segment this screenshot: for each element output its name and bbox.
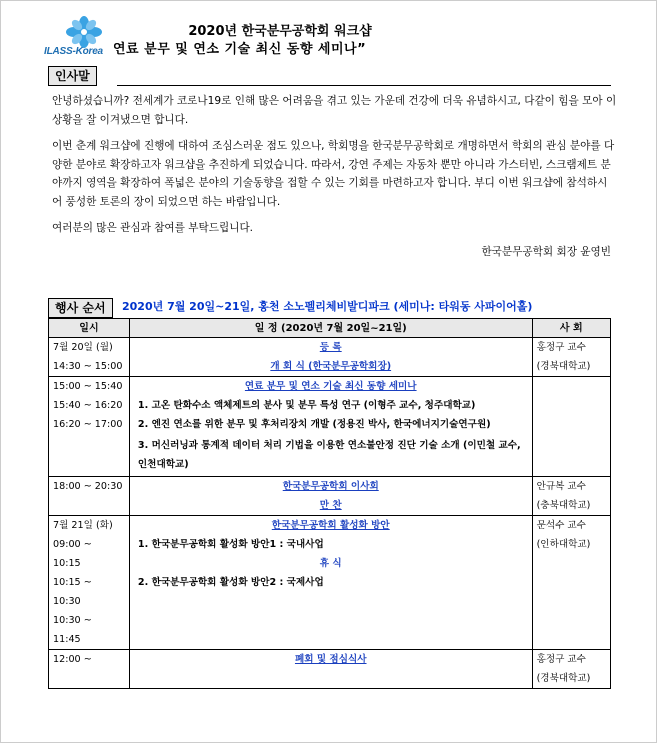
title-line-2: 연료 분무 및 연소 기술 최신 동향 세미나” xyxy=(113,42,367,57)
chair-affiliation: (경북대학교) xyxy=(536,361,591,372)
greeting-paragraph: 안녕하셨습니까? 전세계가 코로나19로 인해 많은 어려움을 겪고 있는 가운데 건강에 더욱 유념하시고, 다같이 힘을 모아 이 상황을 잘 이겨냈으면 합니다. xyxy=(52,95,617,126)
greeting-divider xyxy=(117,85,611,86)
program-cell xyxy=(129,477,532,516)
time-text: 12:00 ~ xyxy=(53,654,92,665)
logo-text: ILASS-Korea xyxy=(44,46,103,57)
chair-cell xyxy=(532,338,610,377)
time-text: 7월 21일 (화) xyxy=(53,520,113,531)
program-title: 한국분무공학회 활성화 방안 xyxy=(271,520,390,531)
time-cell xyxy=(49,516,130,650)
chair-name: 홍정구 교수 xyxy=(536,342,586,353)
time-text: 15:00 ~ 15:40 xyxy=(53,381,123,392)
time-cell xyxy=(49,338,130,377)
program-item: 3. 머신러닝과 통계적 데이터 처리 기법을 이용한 연소불안정 진단 기술 소개 (이민철 교수, 인천대학교) xyxy=(137,440,521,470)
time-cell xyxy=(49,377,130,477)
signature: 한국분무공학회 회장 윤영빈 xyxy=(481,246,611,258)
ilass-korea-logo xyxy=(44,16,114,58)
time-text: 14:30 ~ 15:00 xyxy=(53,361,123,372)
schedule-date-venue: 2020년 7월 20일~21일, 홍천 소노펠리체비발디파크 (세미나: 타워동 사파이어홀) xyxy=(122,300,533,313)
schedule-label: 행사 순서 xyxy=(48,298,113,318)
program-item: 1. 고온 탄화수소 액체제트의 분사 및 분무 특성 연구 (이형주 교수, 청주대학교) xyxy=(137,400,476,411)
table-row xyxy=(49,477,611,516)
chair-cell xyxy=(532,377,610,477)
greeting-body xyxy=(52,92,617,246)
flower-icon xyxy=(64,16,104,48)
time-text: 15:40 ~ 16:20 xyxy=(53,400,123,411)
time-text: 09:00 ~ xyxy=(53,539,92,550)
program-title: 개 회 식 (한국분무공학회장) xyxy=(270,361,392,372)
chair-affiliation: (인하대학교) xyxy=(536,539,591,550)
header xyxy=(0,12,657,62)
chair-name: 안규복 교수 xyxy=(536,481,586,492)
program-title: 폐회 및 점심식사 xyxy=(294,654,367,665)
program-cell xyxy=(129,338,532,377)
table-row xyxy=(49,377,611,477)
chair-affiliation: (충북대학교) xyxy=(536,500,591,511)
table-header-row xyxy=(49,319,611,338)
program-title: 연료 분무 및 연소 기술 최신 동향 세미나 xyxy=(244,381,417,392)
time-cell xyxy=(49,477,130,516)
program-item: 2. 엔진 연소를 위한 분무 및 후처리장치 개발 (정용진 박사, 한국에너지기술연구원) xyxy=(137,419,491,430)
program-cell xyxy=(129,650,532,689)
greeting-paragraph: 이번 춘계 워크샵에 진행에 대하여 조심스러운 점도 있으나, 학회명을 한국분무공학회로 개명하면서 학회의 관심 분야를 다양한 분야로 확장하고자 워크샵을 추진하게 되었습니다. 따라서, 강연 주제는 자동차 뿐만 아니라 가스터빈, 스크램제트 분야까지 영역을 확장하여 폭넓은 분야의 기술동향을 접할 수 있는 기회를 마련하고자 합니다. 부디 이번 워크샵에 참석하시어 풍성한 토론의 장이 되었으면 하는 바람입니다. xyxy=(52,140,615,208)
program-break: 휴 식 xyxy=(319,558,342,569)
title-line-1: 2020년 한국분무공학회 워크샵 xyxy=(188,24,372,39)
time-text: 11:45 xyxy=(53,634,81,645)
time-text: 10:15 ~ xyxy=(53,577,92,588)
time-text: 16:20 ~ 17:00 xyxy=(53,419,123,430)
table-row xyxy=(49,650,611,689)
chair-name: 홍정구 교수 xyxy=(536,654,586,665)
chair-cell xyxy=(532,516,610,650)
program-cell xyxy=(129,516,532,650)
time-text: 10:30 ~ xyxy=(53,615,92,626)
program-item: 1. 한국분무공학회 활성화 방안1 : 국내사업 xyxy=(137,539,324,550)
column-header-time: 일시 xyxy=(49,319,130,338)
greeting-paragraph: 여러분의 많은 관심과 참여를 부탁드립니다. xyxy=(52,222,254,234)
program-title: 등 록 xyxy=(319,342,342,353)
time-cell xyxy=(49,650,130,689)
table-row xyxy=(49,338,611,377)
program-cell xyxy=(129,377,532,477)
column-header-chair: 사 회 xyxy=(532,319,610,338)
schedule-table xyxy=(48,318,611,689)
chair-name: 문석수 교수 xyxy=(536,520,586,531)
time-text: 18:00 ~ 20:30 xyxy=(53,481,123,492)
program-title: 한국분무공학회 이사회 xyxy=(282,481,379,492)
chair-affiliation: (경북대학교) xyxy=(536,673,591,684)
chair-cell xyxy=(532,650,610,689)
column-header-program: 일 정 (2020년 7월 20일~21일) xyxy=(129,319,532,338)
greeting-label: 인사말 xyxy=(48,66,97,86)
time-text: 10:30 xyxy=(53,596,81,607)
program-title: 만 찬 xyxy=(319,500,342,511)
table-row xyxy=(49,516,611,650)
program-item: 2. 한국분무공학회 활성화 방안2 : 국제사업 xyxy=(137,577,324,588)
time-text: 7월 20일 (월) xyxy=(53,342,113,353)
time-text: 10:15 xyxy=(53,558,81,569)
chair-cell xyxy=(532,477,610,516)
